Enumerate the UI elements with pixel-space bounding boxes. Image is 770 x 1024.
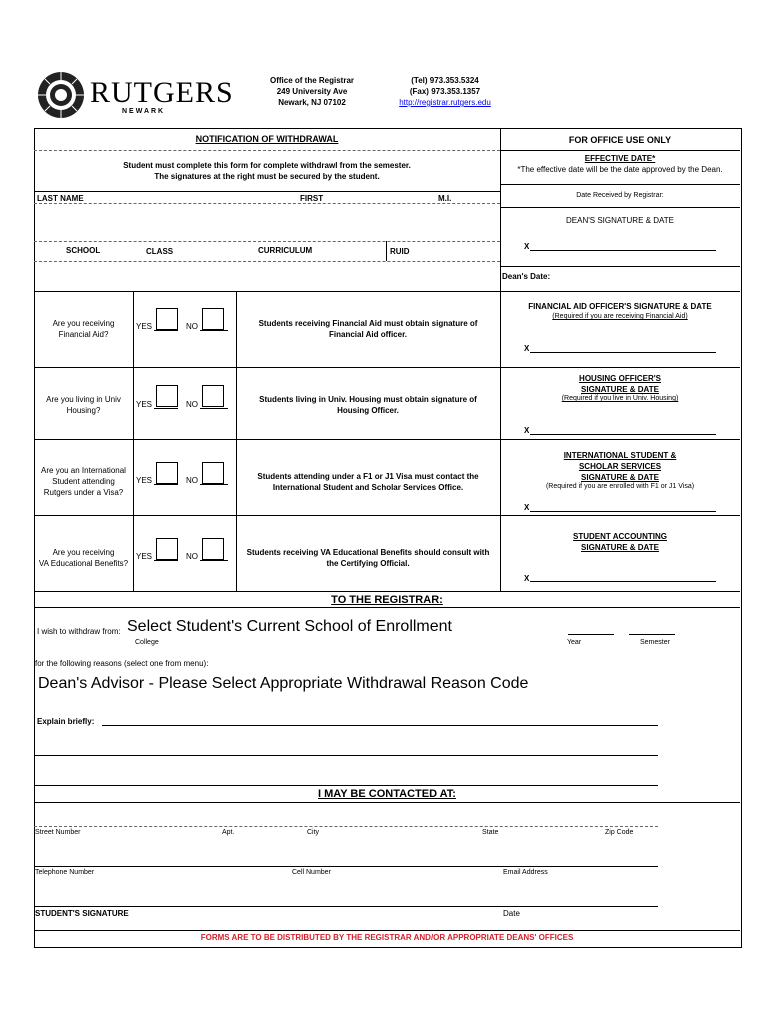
- no-label: NO: [186, 322, 198, 331]
- question-line: Are you receiving: [52, 548, 115, 557]
- last-name-label: LAST NAME: [37, 194, 84, 203]
- school-label: SCHOOL: [66, 246, 101, 255]
- deans-date-label: Dean's Date:: [502, 272, 551, 281]
- office-address: [247, 75, 377, 108]
- street-label: Street Number: [35, 829, 81, 836]
- intl-signature-title: [500, 450, 740, 483]
- title-line: SIGNATURE & DATE: [581, 473, 659, 482]
- logo-subtitle: NEWARK: [122, 108, 166, 115]
- dean-signature-line[interactable]: [530, 250, 716, 251]
- zip-label: Zip Code: [605, 829, 634, 836]
- note-line: Financial Aid officer.: [329, 330, 407, 339]
- ruid-label: RUID: [390, 247, 410, 256]
- question-line: Are you receiving: [52, 319, 115, 328]
- yes-checkbox[interactable]: [156, 308, 178, 330]
- effective-date-note: *The effective date will be the date approved by the Dean.: [517, 165, 723, 174]
- question-line: Student attending: [52, 477, 115, 486]
- question-line: Are you living in Univ: [46, 395, 121, 404]
- yes-label: YES: [136, 476, 153, 485]
- note-housing: [238, 394, 498, 416]
- date-label: Date: [503, 909, 520, 918]
- semester-field[interactable]: [629, 634, 675, 635]
- fa-signature-line[interactable]: [530, 352, 716, 353]
- registrar-link[interactable]: http://registrar.rutgers.edu: [399, 98, 491, 107]
- title-line: SIGNATURE & DATE: [581, 385, 659, 394]
- yes-checkbox[interactable]: [156, 538, 178, 560]
- state-label: State: [482, 829, 499, 836]
- fax-number: (Fax) 973.353.1357: [409, 87, 481, 96]
- question-line: Housing?: [66, 406, 101, 415]
- yes-label: YES: [136, 400, 153, 409]
- curriculum-label: CURRICULUM: [258, 246, 313, 255]
- college-label: College: [135, 639, 159, 646]
- form-title: NOTIFICATION OF WITHDRAWAL: [195, 134, 339, 144]
- accounting-signature-line[interactable]: [530, 581, 716, 582]
- question-visa: [36, 465, 131, 498]
- title-line: HOUSING OFFICER'S: [579, 374, 661, 383]
- intl-signature-line[interactable]: [530, 511, 716, 512]
- note-line: International Student and Scholar Services Office.: [272, 483, 464, 492]
- school-select[interactable]: Select Student's Current School of Enrollment: [127, 618, 452, 635]
- x-mark: X: [524, 242, 530, 251]
- question-line: Are you an International: [41, 466, 126, 475]
- explain-field[interactable]: [36, 757, 656, 783]
- effective-date-label: EFFECTIVE DATE*: [584, 154, 656, 163]
- housing-signature-note: (Required if you live in Univ. Housing): [561, 395, 679, 402]
- no-checkbox[interactable]: [202, 538, 224, 560]
- apt-label: Apt.: [222, 829, 235, 836]
- note-line: Students attending under a F1 or J1 Visa must contact the: [257, 472, 479, 481]
- registrar-section-title: TO THE REGISTRAR:: [331, 594, 443, 606]
- housing-signature-line[interactable]: [530, 434, 716, 435]
- note-line: Students receiving Financial Aid must obtain signature of: [258, 319, 478, 328]
- logo-wordmark: RUTGERS: [90, 76, 234, 109]
- student-signature-field[interactable]: [36, 920, 736, 930]
- explain-line[interactable]: [102, 725, 658, 726]
- contact-section-title: I MAY BE CONTACTED AT:: [318, 788, 456, 800]
- explain-label: Explain briefly:: [37, 717, 95, 726]
- no-label: NO: [186, 400, 198, 409]
- yes-label: YES: [136, 322, 153, 331]
- date-received-label: Date Received by Registrar:: [576, 192, 664, 199]
- cell-label: Cell Number: [292, 869, 331, 876]
- office-line: 249 University Ave: [276, 87, 348, 96]
- no-checkbox[interactable]: [202, 385, 224, 407]
- school-info-field[interactable]: [36, 263, 498, 289]
- question-housing: [36, 394, 131, 416]
- title-line: INTERNATIONAL STUDENT &: [563, 451, 677, 460]
- telephone-label: Telephone Number: [35, 869, 95, 876]
- office-line: Newark, NJ 07102: [278, 98, 346, 107]
- no-label: NO: [186, 476, 198, 485]
- semester-label: Semester: [640, 639, 670, 646]
- contact-info: [380, 75, 510, 108]
- instruction-line: Student must complete this form for complete withdrawl from the semester.: [123, 161, 411, 170]
- first-name-label: FIRST: [300, 194, 324, 203]
- reason-select[interactable]: Dean's Advisor - Please Select Appropriate Withdrawal Reason Code: [38, 675, 529, 692]
- question-line: VA Educational Benefits?: [38, 559, 129, 568]
- note-va-benefits: [238, 547, 498, 569]
- no-checkbox[interactable]: [202, 462, 224, 484]
- address-field[interactable]: [36, 804, 736, 824]
- x-mark: X: [524, 574, 530, 583]
- student-signature-label: STUDENT'S SIGNATURE: [35, 909, 129, 918]
- yes-checkbox[interactable]: [156, 385, 178, 407]
- housing-signature-title: [500, 373, 740, 395]
- rutgers-logo: [36, 70, 234, 120]
- year-field[interactable]: [568, 634, 614, 635]
- mi-label: M.I.: [438, 194, 452, 203]
- question-line: Rutgers under a Visa?: [43, 488, 124, 497]
- note-financial-aid: [238, 318, 498, 340]
- tel-number: (Tel) 973.353.5324: [411, 76, 479, 85]
- instruction-line: The signatures at the right must be secured by the student.: [154, 172, 380, 181]
- x-mark: X: [524, 426, 530, 435]
- fa-signature-title: FINANCIAL AID OFFICER'S SIGNATURE & DATE: [528, 302, 712, 311]
- sun-seal-icon: [36, 70, 86, 120]
- office-line: Office of the Registrar: [269, 76, 354, 85]
- intl-signature-note: (Required if you are enrolled with F1 or J1 Visa): [545, 483, 695, 490]
- note-line: the Certifying Official.: [326, 559, 410, 568]
- accounting-signature-title: [500, 531, 740, 553]
- note-line: Students receiving VA Educational Benefits should consult with: [246, 548, 490, 557]
- name-field[interactable]: [36, 205, 498, 239]
- question-va-benefits: [34, 547, 133, 569]
- reasons-label: for the following reasons (select one from menu):: [35, 659, 209, 668]
- question-line: Financial Aid?: [58, 330, 109, 339]
- email-label: Email Address: [503, 869, 548, 876]
- title-line: SCHOLAR SERVICES: [578, 462, 662, 471]
- year-label: Year: [567, 639, 582, 646]
- distribution-notice: FORMS ARE TO BE DISTRIBUTED BY THE REGISTRAR AND/OR APPROPRIATE DEANS' OFFICES: [200, 933, 574, 942]
- note-visa: [238, 471, 498, 493]
- no-checkbox[interactable]: [202, 308, 224, 330]
- fa-signature-note: (Required if you are receiving Financial Aid): [552, 313, 688, 320]
- no-label: NO: [186, 552, 198, 561]
- title-line: STUDENT ACCOUNTING: [573, 532, 667, 541]
- explain-text: Explain briefly: [37, 717, 92, 726]
- class-label: CLASS: [146, 247, 174, 256]
- title-line: SIGNATURE & DATE: [581, 543, 659, 552]
- city-label: City: [307, 829, 320, 836]
- withdraw-label: I wish to withdraw from:: [37, 627, 121, 636]
- note-line: Students living in Univ. Housing must obtain signature of: [259, 395, 477, 404]
- note-line: Housing Officer.: [337, 406, 399, 415]
- instructions: [34, 160, 500, 182]
- office-use-title: FOR OFFICE USE ONLY: [568, 135, 672, 145]
- question-financial-aid: [36, 318, 131, 340]
- dean-signature-label: DEAN'S SIGNATURE & DATE: [566, 216, 674, 225]
- yes-checkbox[interactable]: [156, 462, 178, 484]
- x-mark: X: [524, 344, 530, 353]
- x-mark: X: [524, 503, 530, 512]
- yes-label: YES: [136, 552, 153, 561]
